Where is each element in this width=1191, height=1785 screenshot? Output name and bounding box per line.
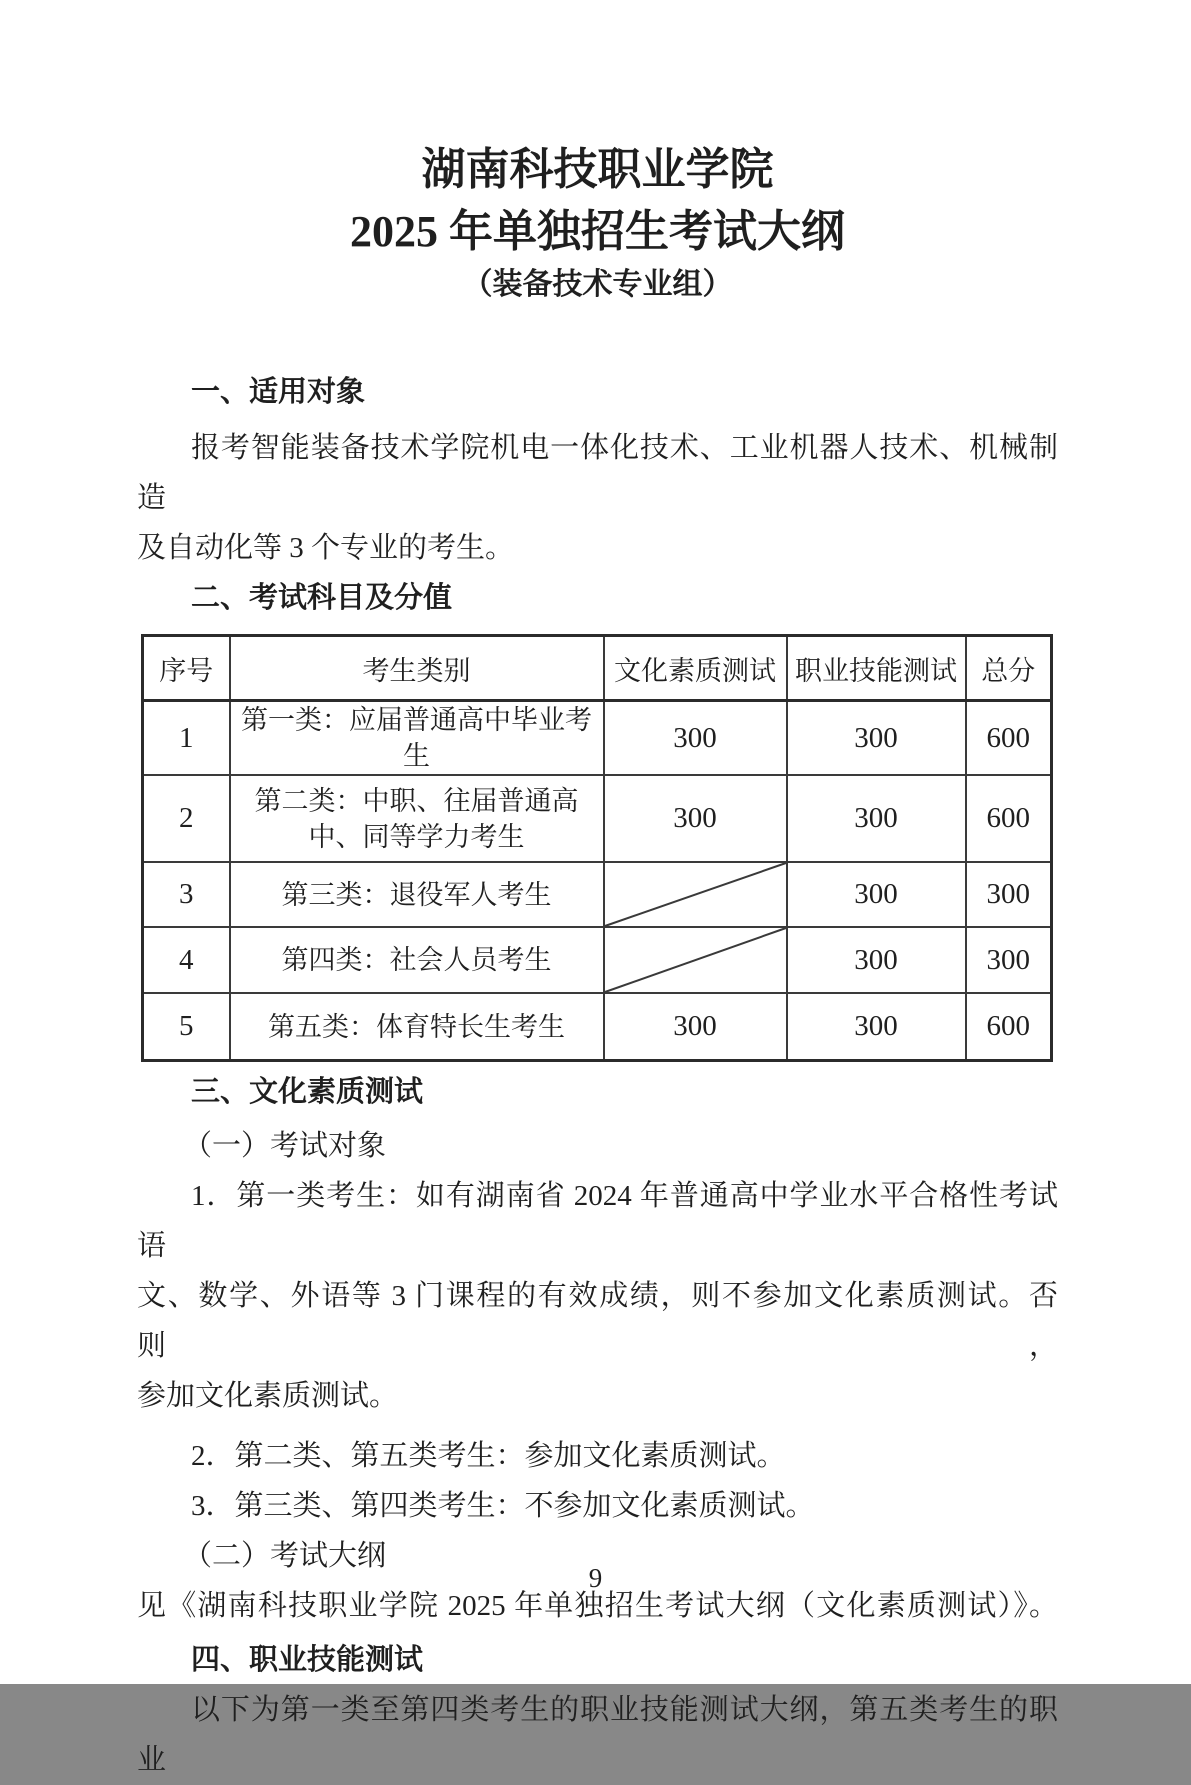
doc-subtitle: （装备技术专业组）	[462, 268, 733, 301]
diagonal-slash-icon	[605, 928, 786, 992]
section1-body-line1: 报考智能装备技术学院机电一体化技术、工业机器人技术、机械制造	[137, 432, 1058, 514]
section3-sub1-heading: （一）考试对象	[183, 1130, 387, 1162]
cell-category: 第四类：社会人员考生	[230, 927, 604, 993]
cell-culture-score: 300	[604, 701, 787, 776]
header-cell-skill-test: 职业技能测试	[787, 636, 966, 701]
cell-total-score: 300	[966, 927, 1052, 993]
cell-total-score: 300	[966, 862, 1052, 927]
header-cell-category: 考生类别	[230, 636, 604, 701]
cell-culture-score: 300	[604, 993, 787, 1061]
diagonal-slash-icon	[605, 863, 786, 926]
table-row-5	[143, 993, 1052, 1061]
doc-title-line2: 2025 年单独招生考试大纲	[350, 207, 845, 256]
cell-no: 5	[143, 993, 230, 1061]
cell-category: 第五类：体育特长生考生	[230, 993, 604, 1061]
cell-skill-score: 300	[787, 701, 966, 776]
table-row-4	[143, 927, 1052, 993]
page-number: 9	[588, 1563, 603, 1593]
header-cell-culture-test: 文化素质测试	[604, 636, 787, 701]
cell-no: 3	[143, 862, 230, 927]
exam-scores-table	[141, 634, 1053, 1062]
section3-heading: 三、文化素质测试	[191, 1076, 424, 1108]
cell-skill-score: 300	[787, 862, 966, 927]
section4-heading: 四、职业技能测试	[191, 1644, 424, 1676]
section3-item1-line2: 文、数学、外语等 3 门课程的有效成绩，则不参加文化素质测试。否则，	[137, 1280, 1058, 1362]
cell-total-score: 600	[966, 775, 1052, 862]
header-cell-total: 总分	[966, 636, 1052, 701]
cell-culture-score-empty	[604, 862, 787, 927]
section2-heading: 二、考试科目及分值	[191, 582, 453, 614]
header-cell-no: 序号	[143, 636, 230, 701]
cell-no: 4	[143, 927, 230, 993]
cell-no: 1	[143, 701, 230, 776]
cell-skill-score: 300	[787, 775, 966, 862]
section3-item2: 2．第二类、第五类考生：参加文化素质测试。	[191, 1440, 786, 1472]
section1-body-line2: 及自动化等 3 个专业的考生。	[137, 532, 515, 564]
cell-skill-score: 300	[787, 927, 966, 993]
section3-sub2-body: 见《湖南科技职业学院 2025 年单独招生考试大纲（文化素质测试）》。	[137, 1590, 1058, 1622]
doc-title-line1: 湖南科技职业学院	[421, 145, 774, 194]
section3-item1-line3: 参加文化素质测试。	[137, 1380, 399, 1412]
cell-culture-score: 300	[604, 775, 787, 862]
table-row-2	[143, 775, 1052, 862]
cell-category: 第二类：中职、往届普通高中、同等学力考生	[230, 775, 604, 862]
cell-category: 第三类：退役军人考生	[230, 862, 604, 927]
table-row-1	[143, 701, 1052, 776]
cell-total-score: 600	[966, 993, 1052, 1061]
section4-body-line1: 以下为第一类至第四类考生的职业技能测试大纲，第五类考生的职业	[137, 1694, 1058, 1776]
section3-item3: 3．第三类、第四类考生：不参加文化素质测试。	[191, 1490, 815, 1522]
section3-sub2-heading: （二）考试大纲	[183, 1540, 387, 1572]
cell-total-score: 600	[966, 701, 1052, 776]
section1-heading: 一、适用对象	[191, 376, 366, 408]
cell-culture-score-empty	[604, 927, 787, 993]
table-row-3	[143, 862, 1052, 927]
cell-skill-score: 300	[787, 993, 966, 1061]
table-header-row	[143, 636, 1052, 701]
section3-item1-line1: 1．第一类考生：如有湖南省 2024 年普通高中学业水平合格性考试语	[137, 1180, 1058, 1262]
cell-no: 2	[143, 775, 230, 862]
cell-category: 第一类：应届普通高中毕业考生	[230, 701, 604, 776]
